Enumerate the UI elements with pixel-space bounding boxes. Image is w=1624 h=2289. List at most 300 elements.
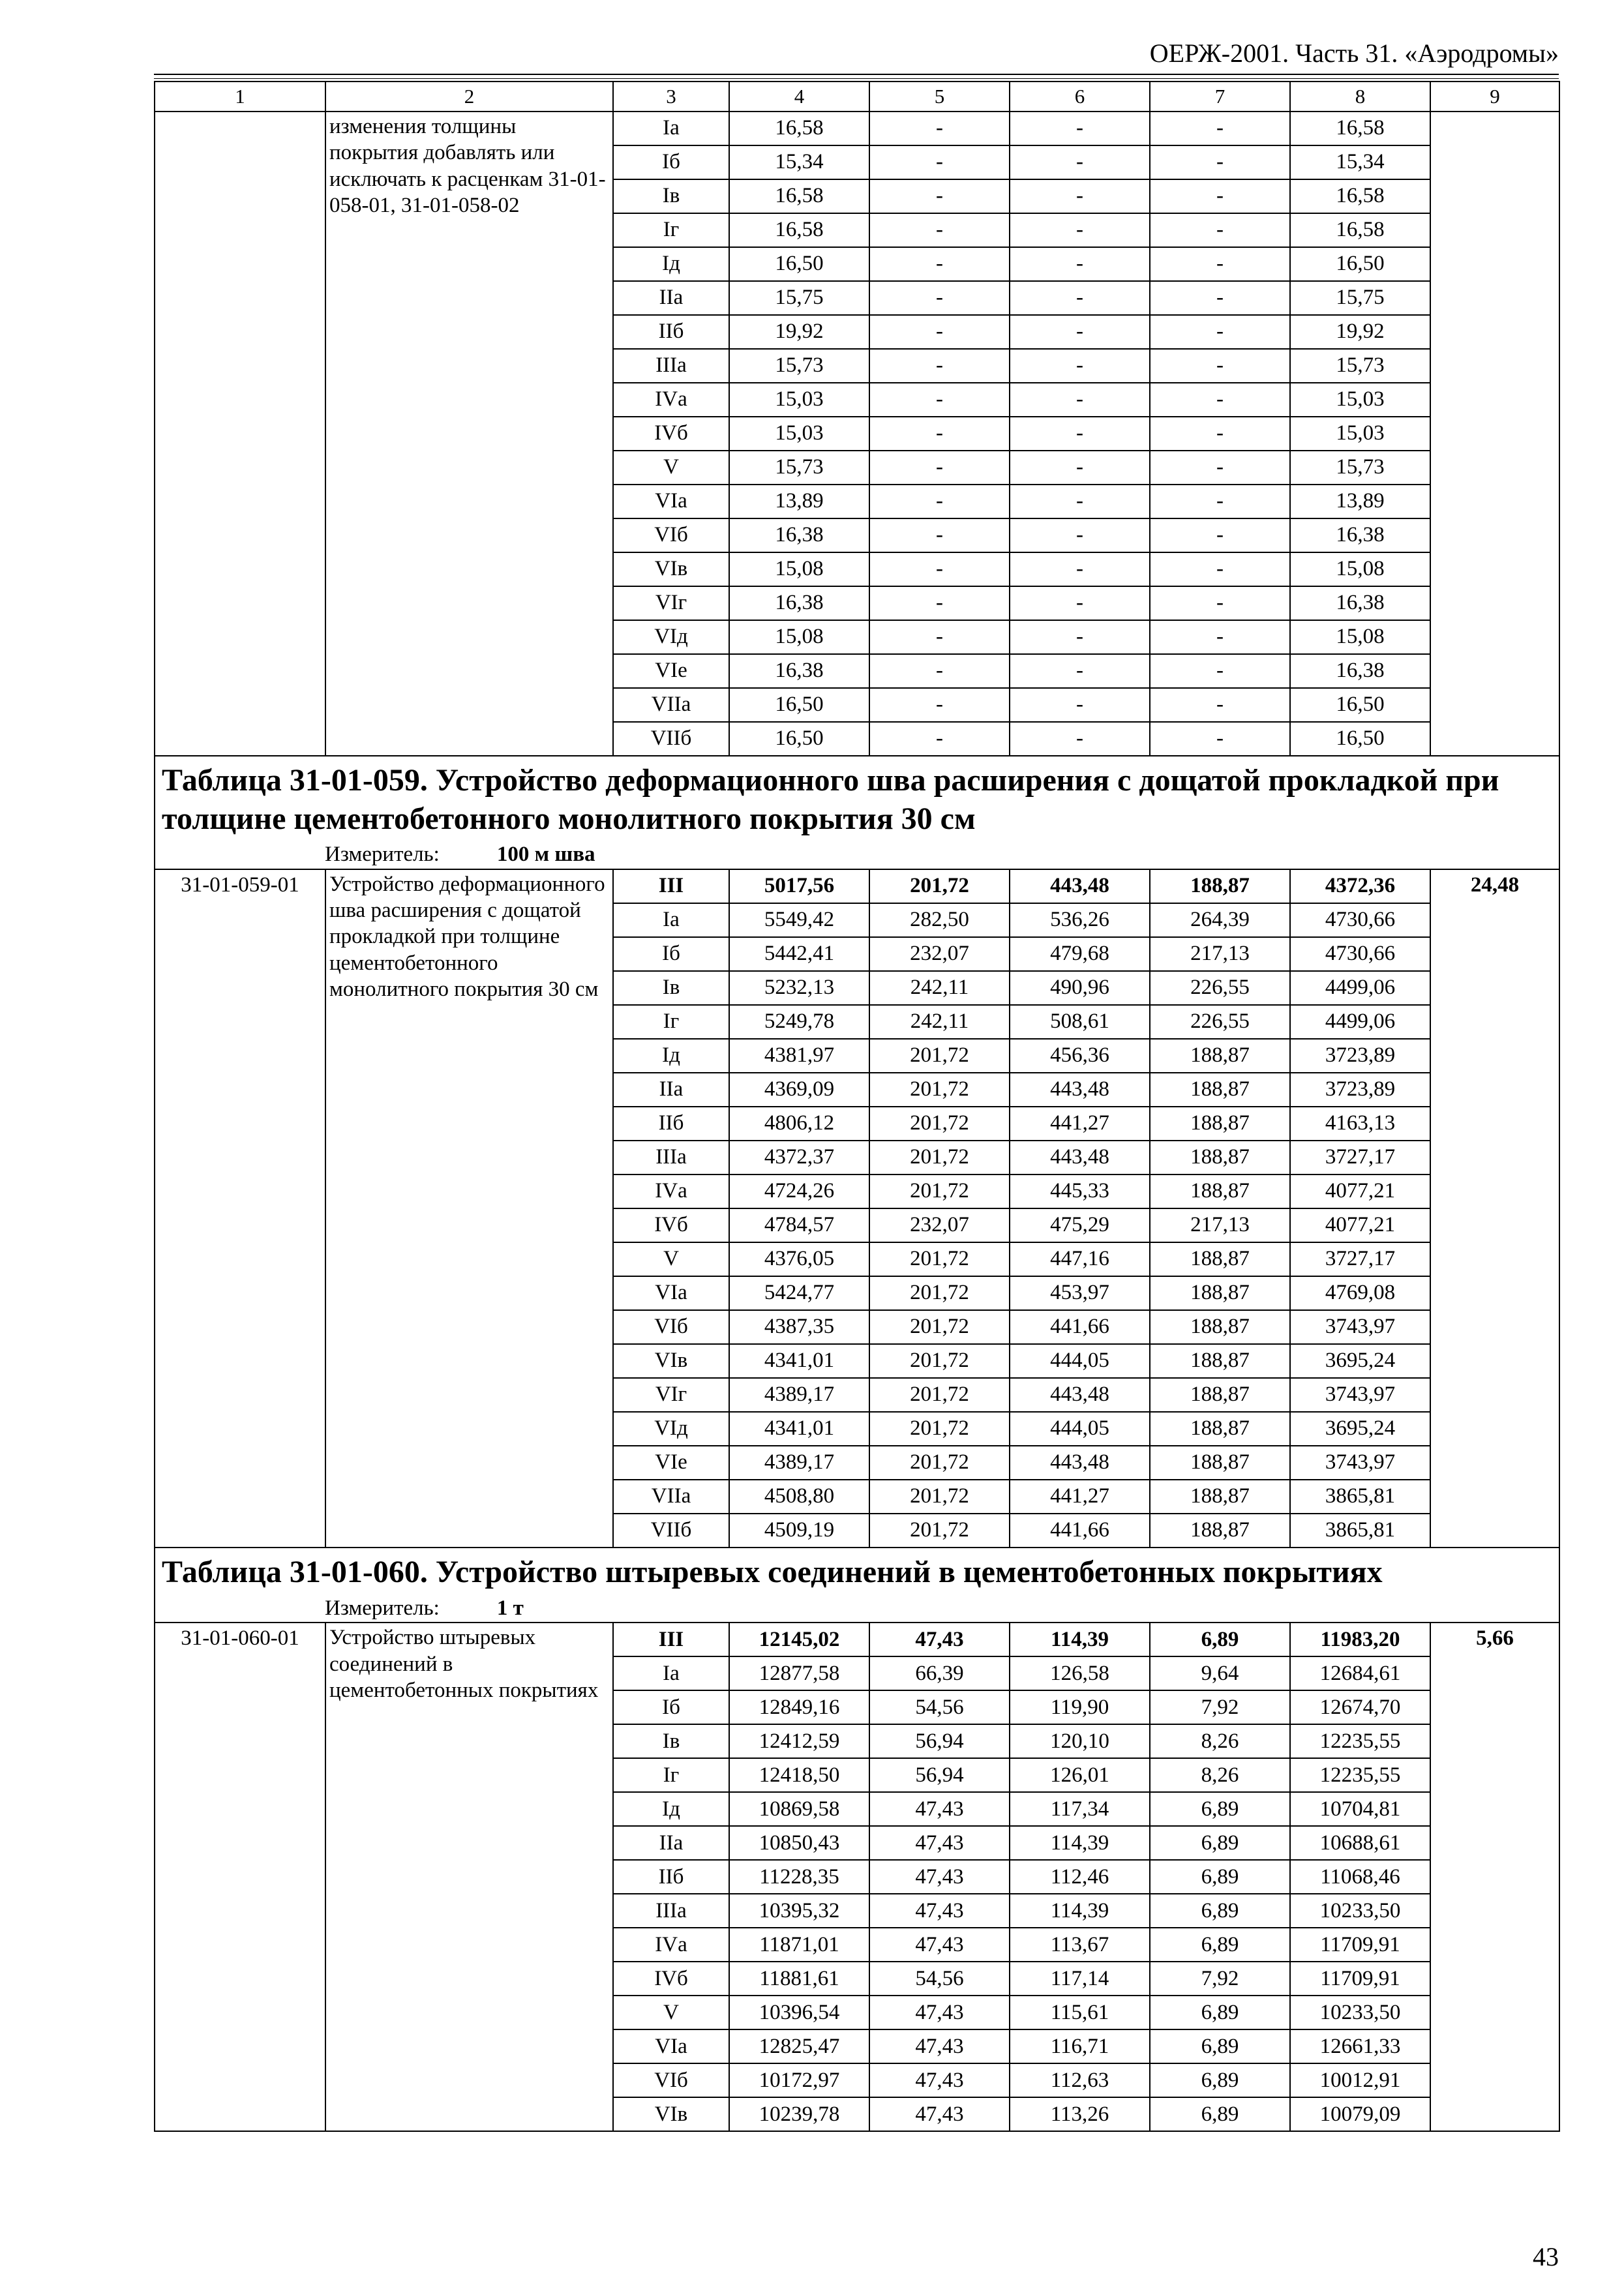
direct-cost-cell: 4389,17 <box>729 1378 869 1412</box>
machinist-wages-cell: 188,87 <box>1150 1378 1290 1412</box>
materials-cell: 3865,81 <box>1290 1480 1430 1514</box>
zone-cell: IIб <box>613 1107 729 1141</box>
wages-cell: 282,50 <box>869 903 1010 937</box>
measure-line <box>162 1594 1552 1623</box>
direct-cost-cell: 4376,05 <box>729 1242 869 1276</box>
machinist-wages-cell: 9,64 <box>1150 1656 1290 1690</box>
zone-cell: V <box>613 1242 729 1276</box>
direct-cost-cell: 4389,17 <box>729 1446 869 1480</box>
materials-cell: 3743,97 <box>1290 1310 1430 1344</box>
labor-cost-cell <box>1430 112 1559 756</box>
zone-cell: VIа <box>613 2029 729 2063</box>
wages-cell: 201,72 <box>869 1412 1010 1446</box>
machinist-wages-cell: 188,87 <box>1150 869 1290 903</box>
machinist-wages-cell: 188,87 <box>1150 1480 1290 1514</box>
machine-cost-cell: - <box>1010 518 1150 552</box>
materials-cell: 12235,55 <box>1290 1724 1430 1758</box>
materials-cell: 3723,89 <box>1290 1073 1430 1107</box>
machinist-wages-cell: - <box>1150 722 1290 756</box>
machinist-wages-cell: 6,89 <box>1150 1996 1290 2029</box>
machine-cost-cell: - <box>1010 620 1150 654</box>
zone-cell: VIIа <box>613 1480 729 1514</box>
direct-cost-cell: 11881,61 <box>729 1962 869 1996</box>
machine-cost-cell: 443,48 <box>1010 1446 1150 1480</box>
direct-cost-cell: 5017,56 <box>729 869 869 903</box>
materials-cell: 15,73 <box>1290 349 1430 383</box>
machine-cost-cell: - <box>1010 586 1150 620</box>
table-title: Таблица 31-01-059. Устройство деформационного шва расширения с дощатой прокладкой при толщине цементобетонного монолитного покрытия 30 см <box>162 763 1499 836</box>
direct-cost-cell: 5442,41 <box>729 937 869 971</box>
wages-cell: - <box>869 349 1010 383</box>
zone-cell: IVа <box>613 383 729 417</box>
direct-cost-cell: 15,75 <box>729 281 869 315</box>
direct-cost-cell: 16,58 <box>729 179 869 213</box>
direct-cost-cell: 5249,78 <box>729 1005 869 1039</box>
zone-cell: VIб <box>613 1310 729 1344</box>
materials-cell: 16,38 <box>1290 654 1430 688</box>
wages-cell: 56,94 <box>869 1724 1010 1758</box>
machinist-wages-cell: - <box>1150 383 1290 417</box>
machinist-wages-cell: 8,26 <box>1150 1724 1290 1758</box>
materials-cell: 16,50 <box>1290 722 1430 756</box>
machine-cost-cell: - <box>1010 654 1150 688</box>
materials-cell: 15,34 <box>1290 145 1430 179</box>
direct-cost-cell: 4381,97 <box>729 1039 869 1073</box>
direct-cost-cell: 15,73 <box>729 451 869 485</box>
machinist-wages-cell: 6,89 <box>1150 2029 1290 2063</box>
wages-cell: 47,43 <box>869 2097 1010 2131</box>
zone-cell: V <box>613 451 729 485</box>
machine-cost-cell: - <box>1010 145 1150 179</box>
materials-cell: 16,58 <box>1290 213 1430 247</box>
measure-line <box>162 841 1552 869</box>
zone-cell: VIIб <box>613 722 729 756</box>
wages-cell: 201,72 <box>869 1378 1010 1412</box>
machine-cost-cell: 114,39 <box>1010 1826 1150 1860</box>
zone-cell: VIе <box>613 1446 729 1480</box>
materials-cell: 12674,70 <box>1290 1690 1430 1724</box>
materials-cell: 3727,17 <box>1290 1242 1430 1276</box>
measure-value: 100 м шва <box>496 843 595 867</box>
zone-cell: IIIа <box>613 1894 729 1928</box>
zone-cell: IVа <box>613 1174 729 1208</box>
machinist-wages-cell: 188,87 <box>1150 1344 1290 1378</box>
machine-cost-cell: - <box>1010 349 1150 383</box>
machinist-wages-cell: - <box>1150 179 1290 213</box>
zone-cell: V <box>613 1996 729 2029</box>
machinist-wages-cell: - <box>1150 315 1290 349</box>
materials-cell: 4163,13 <box>1290 1107 1430 1141</box>
zone-cell: Iг <box>613 213 729 247</box>
price-table-body <box>155 82 1559 2131</box>
direct-cost-cell: 15,73 <box>729 349 869 383</box>
machinist-wages-cell: 188,87 <box>1150 1412 1290 1446</box>
machinist-wages-cell: 7,92 <box>1150 1962 1290 1996</box>
zone-cell: Iб <box>613 145 729 179</box>
direct-cost-cell: 4369,09 <box>729 1073 869 1107</box>
machinist-wages-cell: 188,87 <box>1150 1446 1290 1480</box>
machine-cost-cell: - <box>1010 485 1150 518</box>
materials-cell: 16,38 <box>1290 586 1430 620</box>
labor-cost-cell: 5,66 <box>1430 1623 1559 2131</box>
direct-cost-cell: 16,58 <box>729 213 869 247</box>
zone-cell: Iб <box>613 1690 729 1724</box>
wages-cell: 47,43 <box>869 2029 1010 2063</box>
rate-code <box>155 112 325 756</box>
column-number: 4 <box>729 82 869 112</box>
machinist-wages-cell: 6,89 <box>1150 1894 1290 1928</box>
measure-label: Измеритель: <box>325 843 440 867</box>
machinist-wages-cell: - <box>1150 620 1290 654</box>
zone-cell: IIIа <box>613 1141 729 1174</box>
zone-cell: VIIа <box>613 688 729 722</box>
wages-cell: 56,94 <box>869 1758 1010 1792</box>
zone-cell: VIа <box>613 485 729 518</box>
wages-cell: 201,72 <box>869 1073 1010 1107</box>
materials-cell: 16,58 <box>1290 179 1430 213</box>
machine-cost-cell: - <box>1010 247 1150 281</box>
direct-cost-cell: 4724,26 <box>729 1174 869 1208</box>
rate-description: изменения толщины покрытия добавлять или исключать к расценкам 31-01-058-01, 31-01-058-02 <box>325 112 613 756</box>
materials-cell: 4499,06 <box>1290 1005 1430 1039</box>
machinist-wages-cell: 7,92 <box>1150 1690 1290 1724</box>
machinist-wages-cell: 6,89 <box>1150 2097 1290 2131</box>
materials-cell: 12661,33 <box>1290 2029 1430 2063</box>
materials-cell: 15,08 <box>1290 620 1430 654</box>
direct-cost-cell: 15,34 <box>729 145 869 179</box>
wages-cell: 47,43 <box>869 1996 1010 2029</box>
machine-cost-cell: 441,27 <box>1010 1107 1150 1141</box>
machine-cost-cell: 508,61 <box>1010 1005 1150 1039</box>
zone-cell: VIа <box>613 1276 729 1310</box>
direct-cost-cell: 16,38 <box>729 654 869 688</box>
column-number: 2 <box>325 82 613 112</box>
machine-cost-cell: 119,90 <box>1010 1690 1150 1724</box>
zone-cell: VIг <box>613 586 729 620</box>
header-rule <box>154 74 1559 75</box>
materials-cell: 15,03 <box>1290 383 1430 417</box>
machine-cost-cell: 120,10 <box>1010 1724 1150 1758</box>
wages-cell: 201,72 <box>869 1310 1010 1344</box>
table-row <box>155 869 1559 903</box>
wages-cell: 47,43 <box>869 1894 1010 1928</box>
machinist-wages-cell: - <box>1150 451 1290 485</box>
wages-cell: - <box>869 315 1010 349</box>
machine-cost-cell: 116,71 <box>1010 2029 1150 2063</box>
machine-cost-cell: 444,05 <box>1010 1344 1150 1378</box>
machine-cost-cell: - <box>1010 281 1150 315</box>
wages-cell: 201,72 <box>869 1039 1010 1073</box>
wages-cell: 201,72 <box>869 1514 1010 1548</box>
direct-cost-cell: 5549,42 <box>729 903 869 937</box>
table-title: Таблица 31-01-060. Устройство штыревых соединений в цементобетонных покрытиях <box>162 1554 1383 1589</box>
wages-cell: - <box>869 281 1010 315</box>
materials-cell: 4499,06 <box>1290 971 1430 1005</box>
materials-cell: 3695,24 <box>1290 1412 1430 1446</box>
table-row <box>155 1623 1559 1656</box>
materials-cell: 19,92 <box>1290 315 1430 349</box>
machine-cost-cell: 441,66 <box>1010 1310 1150 1344</box>
machinist-wages-cell: - <box>1150 518 1290 552</box>
machine-cost-cell: - <box>1010 213 1150 247</box>
wages-cell: 47,43 <box>869 2063 1010 2097</box>
machinist-wages-cell: 188,87 <box>1150 1039 1290 1073</box>
price-table-sheet <box>154 81 1559 2132</box>
column-number: 7 <box>1150 82 1290 112</box>
wages-cell: 47,43 <box>869 1792 1010 1826</box>
machinist-wages-cell: - <box>1150 654 1290 688</box>
direct-cost-cell: 4784,57 <box>729 1208 869 1242</box>
direct-cost-cell: 5232,13 <box>729 971 869 1005</box>
direct-cost-cell: 10172,97 <box>729 2063 869 2097</box>
materials-cell: 4730,66 <box>1290 903 1430 937</box>
zone-cell: VIг <box>613 1378 729 1412</box>
machinist-wages-cell: 6,89 <box>1150 1860 1290 1894</box>
machinist-wages-cell: 188,87 <box>1150 1514 1290 1548</box>
labor-cost-cell: 24,48 <box>1430 869 1559 1548</box>
zone-cell: VIв <box>613 552 729 586</box>
table-row <box>155 112 1559 145</box>
zone-cell: IVб <box>613 417 729 451</box>
zone-cell: IIIа <box>613 349 729 383</box>
machine-cost-cell: 117,14 <box>1010 1962 1150 1996</box>
zone-cell: VIе <box>613 654 729 688</box>
zone-cell: Iа <box>613 1656 729 1690</box>
machinist-wages-cell: - <box>1150 417 1290 451</box>
materials-cell: 16,50 <box>1290 247 1430 281</box>
machine-cost-cell: 490,96 <box>1010 971 1150 1005</box>
materials-cell: 3743,97 <box>1290 1378 1430 1412</box>
machinist-wages-cell: - <box>1150 247 1290 281</box>
wages-cell: 201,72 <box>869 1174 1010 1208</box>
machine-cost-cell: 114,39 <box>1010 1623 1150 1656</box>
machinist-wages-cell: 188,87 <box>1150 1141 1290 1174</box>
machinist-wages-cell: 188,87 <box>1150 1073 1290 1107</box>
wages-cell: 47,43 <box>869 1826 1010 1860</box>
materials-cell: 16,58 <box>1290 112 1430 145</box>
machine-cost-cell: - <box>1010 451 1150 485</box>
rate-code: 31-01-060-01 <box>155 1623 325 2131</box>
machinist-wages-cell: 188,87 <box>1150 1276 1290 1310</box>
wages-cell: 201,72 <box>869 1344 1010 1378</box>
machinist-wages-cell: 6,89 <box>1150 1792 1290 1826</box>
table-title-row <box>155 756 1559 869</box>
machine-cost-cell: - <box>1010 112 1150 145</box>
machinist-wages-cell: 226,55 <box>1150 1005 1290 1039</box>
machinist-wages-cell: 217,13 <box>1150 1208 1290 1242</box>
wages-cell: 54,56 <box>869 1690 1010 1724</box>
machine-cost-cell: 456,36 <box>1010 1039 1150 1073</box>
wages-cell: 232,07 <box>869 1208 1010 1242</box>
zone-cell: VIд <box>613 1412 729 1446</box>
zone-cell: Iв <box>613 179 729 213</box>
running-header: ОЕРЖ-2001. Часть 31. «Аэродромы» <box>1149 38 1559 68</box>
machinist-wages-cell: 6,89 <box>1150 1623 1290 1656</box>
wages-cell: 232,07 <box>869 937 1010 971</box>
direct-cost-cell: 16,38 <box>729 518 869 552</box>
column-number: 6 <box>1010 82 1150 112</box>
machine-cost-cell: 536,26 <box>1010 903 1150 937</box>
rate-description: Устройство штыревых соединений в цементобетонных покрытиях <box>325 1623 613 2131</box>
direct-cost-cell: 12145,02 <box>729 1623 869 1656</box>
zone-cell: VIб <box>613 2063 729 2097</box>
column-number-row <box>155 82 1559 112</box>
wages-cell: - <box>869 145 1010 179</box>
machine-cost-cell: - <box>1010 315 1150 349</box>
direct-cost-cell: 12825,47 <box>729 2029 869 2063</box>
wages-cell: - <box>869 213 1010 247</box>
machine-cost-cell: 126,01 <box>1010 1758 1150 1792</box>
zone-cell: Iд <box>613 247 729 281</box>
machine-cost-cell: - <box>1010 179 1150 213</box>
materials-cell: 15,75 <box>1290 281 1430 315</box>
materials-cell: 13,89 <box>1290 485 1430 518</box>
machine-cost-cell: 445,33 <box>1010 1174 1150 1208</box>
machine-cost-cell: 475,29 <box>1010 1208 1150 1242</box>
materials-cell: 4769,08 <box>1290 1276 1430 1310</box>
machinist-wages-cell: - <box>1150 281 1290 315</box>
materials-cell: 11983,20 <box>1290 1623 1430 1656</box>
direct-cost-cell: 16,38 <box>729 586 869 620</box>
wages-cell: 201,72 <box>869 1480 1010 1514</box>
direct-cost-cell: 4806,12 <box>729 1107 869 1141</box>
machinist-wages-cell: - <box>1150 485 1290 518</box>
machinist-wages-cell: 6,89 <box>1150 2063 1290 2097</box>
machine-cost-cell: - <box>1010 383 1150 417</box>
zone-cell: Iа <box>613 903 729 937</box>
materials-cell: 10012,91 <box>1290 2063 1430 2097</box>
wages-cell: - <box>869 383 1010 417</box>
direct-cost-cell: 10239,78 <box>729 2097 869 2131</box>
wages-cell: - <box>869 518 1010 552</box>
rate-description: Устройство деформационного шва расширения с дощатой прокладкой при толщине цементобетонного монолитного покрытия 30 см <box>325 869 613 1548</box>
wages-cell: 201,72 <box>869 1107 1010 1141</box>
zone-cell: III <box>613 1623 729 1656</box>
machinist-wages-cell: 188,87 <box>1150 1310 1290 1344</box>
materials-cell: 10233,50 <box>1290 1894 1430 1928</box>
machine-cost-cell: 443,48 <box>1010 869 1150 903</box>
wages-cell: 47,43 <box>869 1623 1010 1656</box>
machine-cost-cell: 113,67 <box>1010 1928 1150 1962</box>
zone-cell: IIа <box>613 1826 729 1860</box>
column-number: 3 <box>613 82 729 112</box>
table-title-cell <box>155 1548 1559 1623</box>
wages-cell: 47,43 <box>869 1928 1010 1962</box>
materials-cell: 16,50 <box>1290 688 1430 722</box>
zone-cell: IIб <box>613 1860 729 1894</box>
direct-cost-cell: 11871,01 <box>729 1928 869 1962</box>
zone-cell: Iа <box>613 112 729 145</box>
machine-cost-cell: 115,61 <box>1010 1996 1150 2029</box>
machinist-wages-cell: - <box>1150 349 1290 383</box>
wages-cell: - <box>869 620 1010 654</box>
machine-cost-cell: - <box>1010 722 1150 756</box>
machinist-wages-cell: 188,87 <box>1150 1107 1290 1141</box>
machine-cost-cell: - <box>1010 552 1150 586</box>
direct-cost-cell: 15,08 <box>729 620 869 654</box>
direct-cost-cell: 16,50 <box>729 722 869 756</box>
direct-cost-cell: 16,50 <box>729 688 869 722</box>
machinist-wages-cell: 8,26 <box>1150 1758 1290 1792</box>
machinist-wages-cell: - <box>1150 552 1290 586</box>
materials-cell: 4372,36 <box>1290 869 1430 903</box>
zone-cell: Iд <box>613 1039 729 1073</box>
table-title-cell <box>155 756 1559 869</box>
wages-cell: - <box>869 247 1010 281</box>
materials-cell: 15,03 <box>1290 417 1430 451</box>
zone-cell: Iв <box>613 971 729 1005</box>
machinist-wages-cell: - <box>1150 145 1290 179</box>
machinist-wages-cell: - <box>1150 112 1290 145</box>
zone-cell: Iд <box>613 1792 729 1826</box>
zone-cell: Iб <box>613 937 729 971</box>
machine-cost-cell: 441,66 <box>1010 1514 1150 1548</box>
direct-cost-cell: 13,89 <box>729 485 869 518</box>
wages-cell: 201,72 <box>869 1446 1010 1480</box>
wages-cell: 242,11 <box>869 971 1010 1005</box>
wages-cell: 242,11 <box>869 1005 1010 1039</box>
wages-cell: - <box>869 112 1010 145</box>
zone-cell: IIа <box>613 281 729 315</box>
machine-cost-cell: 112,46 <box>1010 1860 1150 1894</box>
zone-cell: VIб <box>613 518 729 552</box>
machine-cost-cell: 444,05 <box>1010 1412 1150 1446</box>
direct-cost-cell: 12418,50 <box>729 1758 869 1792</box>
materials-cell: 4730,66 <box>1290 937 1430 971</box>
materials-cell: 3723,89 <box>1290 1039 1430 1073</box>
zone-cell: III <box>613 869 729 903</box>
zone-cell: VIд <box>613 620 729 654</box>
direct-cost-cell: 10395,32 <box>729 1894 869 1928</box>
direct-cost-cell: 12877,58 <box>729 1656 869 1690</box>
materials-cell: 3695,24 <box>1290 1344 1430 1378</box>
machine-cost-cell: 126,58 <box>1010 1656 1150 1690</box>
direct-cost-cell: 15,08 <box>729 552 869 586</box>
direct-cost-cell: 16,58 <box>729 112 869 145</box>
wages-cell: - <box>869 451 1010 485</box>
machinist-wages-cell: 6,89 <box>1150 1826 1290 1860</box>
zone-cell: VIв <box>613 2097 729 2131</box>
machine-cost-cell: 443,48 <box>1010 1378 1150 1412</box>
materials-cell: 12684,61 <box>1290 1656 1430 1690</box>
machine-cost-cell: 443,48 <box>1010 1141 1150 1174</box>
zone-cell: IIб <box>613 315 729 349</box>
materials-cell: 16,38 <box>1290 518 1430 552</box>
materials-cell: 15,08 <box>1290 552 1430 586</box>
zone-cell: Iв <box>613 1724 729 1758</box>
machine-cost-cell: - <box>1010 688 1150 722</box>
materials-cell: 10079,09 <box>1290 2097 1430 2131</box>
wages-cell: - <box>869 722 1010 756</box>
column-number: 1 <box>155 82 325 112</box>
wages-cell: 66,39 <box>869 1656 1010 1690</box>
machinist-wages-cell: 188,87 <box>1150 1242 1290 1276</box>
wages-cell: - <box>869 179 1010 213</box>
page-number: 43 <box>1533 2242 1559 2271</box>
materials-cell: 12235,55 <box>1290 1758 1430 1792</box>
wages-cell: 47,43 <box>869 1860 1010 1894</box>
machinist-wages-cell: 188,87 <box>1150 1174 1290 1208</box>
zone-cell: IVа <box>613 1928 729 1962</box>
materials-cell: 10704,81 <box>1290 1792 1430 1826</box>
direct-cost-cell: 10869,58 <box>729 1792 869 1826</box>
wages-cell: 201,72 <box>869 1242 1010 1276</box>
wages-cell: 201,72 <box>869 1276 1010 1310</box>
materials-cell: 11068,46 <box>1290 1860 1430 1894</box>
measure-label: Измеритель: <box>325 1596 440 1620</box>
direct-cost-cell: 4372,37 <box>729 1141 869 1174</box>
machine-cost-cell: 114,39 <box>1010 1894 1150 1928</box>
